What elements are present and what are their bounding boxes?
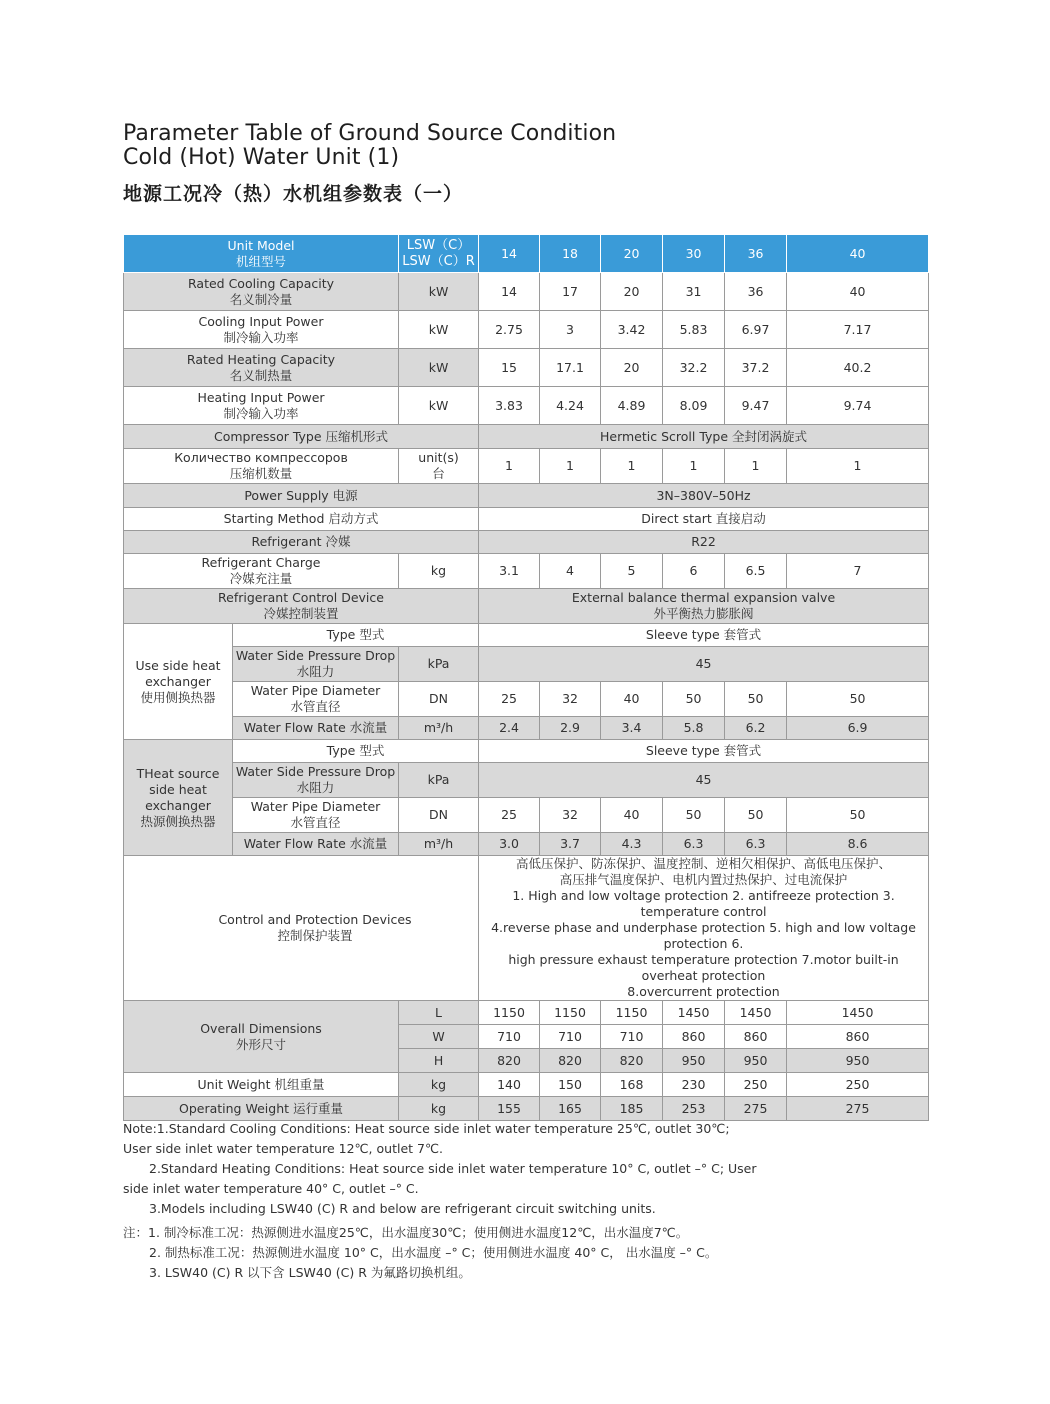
value-cell: 1 [787,449,929,484]
span-value-cell: R22 [479,531,929,554]
label-cell: Water Side Pressure Drop 水阻力 [233,647,399,682]
value-cell: 37.2 [725,349,787,387]
label-cell: Heating Input Power 制冷输入功率 [124,387,399,425]
dimensions-label: Overall Dimensions 外形尺寸 [124,1001,399,1073]
value-cell: 36 [725,273,787,311]
value-cell: 25 [479,682,540,717]
label-cell: Water Pipe Diameter 水管直径 [233,682,399,717]
model-40: 40 [787,235,929,273]
value-cell: 168 [601,1073,663,1097]
label-cell: Cooling Input Power 制冷输入功率 [124,311,399,349]
span-value-cell: 45 [479,647,929,682]
value-cell: 950 [725,1049,787,1073]
label-cell: Refrigerant Charge 冷媒充注量 [124,554,399,589]
unit-cell: kW [399,273,479,311]
note-cn-1: 注：1. 制冷标准工况：热源侧进水温度25℃，出水温度30℃；使用侧进水温度12℃，出水温度7℃。 [123,1225,689,1240]
span-value-cell: Sleeve type 套管式 [479,740,929,763]
value-cell: 6.5 [725,554,787,589]
value-cell: 1 [601,449,663,484]
source-side-group-label: THeat source side heat exchanger 热源侧换热器 [124,740,233,856]
unit-cell: kg [399,1073,479,1097]
value-cell: 15 [479,349,540,387]
value-cell: 253 [663,1097,725,1121]
label-cell: Refrigerant 冷媒 [124,531,479,554]
label-cell: Refrigerant Control Device 冷媒控制装置 [124,589,479,624]
row-unit-weight [124,1073,929,1097]
row-power-supply [124,484,929,508]
value-cell: 165 [540,1097,601,1121]
value-cell: 860 [725,1025,787,1049]
value-cell: 710 [540,1025,601,1049]
value-cell: 40 [787,273,929,311]
unit-cell: unit(s) 台 [399,449,479,484]
value-cell: 150 [540,1073,601,1097]
value-cell: 17 [540,273,601,311]
value-cell: 3.0 [479,833,540,856]
model-36: 36 [725,235,787,273]
label-cell: Type 型式 [233,624,479,647]
value-cell: 32 [540,798,601,833]
value-cell: 2.75 [479,311,540,349]
unit-cell: kW [399,311,479,349]
unit-cell: W [399,1025,479,1049]
value-cell: 1 [479,449,540,484]
value-cell: 50 [663,682,725,717]
value-cell: 50 [663,798,725,833]
value-cell: 14 [479,273,540,311]
value-cell: 32.2 [663,349,725,387]
value-cell: 40 [601,682,663,717]
note-en-2b: side inlet water temperature 40° C, outlet –° C. [123,1181,419,1196]
value-cell: 4.89 [601,387,663,425]
label-cell: Operating Weight 运行重量 [124,1097,399,1121]
value-cell: 250 [787,1073,929,1097]
row-source-side-pressure-drop [124,763,929,798]
model-30: 30 [663,235,725,273]
value-cell: 1450 [787,1001,929,1025]
label-cell: Water Flow Rate 水流量 [233,833,399,856]
span-value-cell: Sleeve type 套管式 [479,624,929,647]
value-cell: 6.9 [787,717,929,740]
row-rated-cooling [124,273,929,311]
value-cell: 1150 [479,1001,540,1025]
note-cn-2: 2. 制热标准工况：热源侧进水温度 10° C，出水温度 –° C；使用侧进水温度 40° C， 出水温度 –° C。 [149,1245,718,1260]
value-cell: 820 [479,1049,540,1073]
value-cell: 185 [601,1097,663,1121]
unit-cell: H [399,1049,479,1073]
value-cell: 1 [725,449,787,484]
row-refrigerant [124,531,929,554]
value-cell: 9.47 [725,387,787,425]
row-operating-weight [124,1097,929,1121]
value-cell: 820 [540,1049,601,1073]
label-cell: Unit Weight 机组重量 [124,1073,399,1097]
value-cell: 6.2 [725,717,787,740]
header-row [124,235,929,273]
value-cell: 20 [601,349,663,387]
span-value-cell: Direct start 直接启动 [479,508,929,531]
value-cell: 40 [601,798,663,833]
use-side-group-label: Use side heat exchanger 使用侧换热器 [124,624,233,740]
value-cell: 50 [787,798,929,833]
note-cn-3: 3. LSW40 (C) R 以下含 LSW40 (C) R 为氟路切换机组。 [149,1265,471,1280]
row-rated-heating [124,349,929,387]
label-cell: Starting Method 启动方式 [124,508,479,531]
title-line-1: Parameter Table of Ground Source Condition [123,121,617,146]
unit-cell: DN [399,798,479,833]
row-refrigerant-charge [124,554,929,589]
value-cell: 50 [787,682,929,717]
page-title [123,122,616,170]
value-cell: 250 [725,1073,787,1097]
value-cell: 1 [540,449,601,484]
value-cell: 3 [540,311,601,349]
value-cell: 6 [663,554,725,589]
value-cell: 6.3 [663,833,725,856]
unit-cell: DN [399,682,479,717]
row-use-side-type [124,624,929,647]
value-cell: 7.17 [787,311,929,349]
value-cell: 17.1 [540,349,601,387]
value-cell: 2.9 [540,717,601,740]
value-cell: 3.42 [601,311,663,349]
model-20: 20 [601,235,663,273]
value-cell: 8.6 [787,833,929,856]
label-cell: Power Supply 电源 [124,484,479,508]
value-cell: 5 [601,554,663,589]
unit-cell: kPa [399,647,479,682]
value-cell: 4 [540,554,601,589]
value-cell: 1450 [725,1001,787,1025]
value-cell: 3.7 [540,833,601,856]
value-cell: 230 [663,1073,725,1097]
value-cell: 2.4 [479,717,540,740]
row-source-side-type [124,740,929,763]
unit-cell: kg [399,554,479,589]
label-cell: Water Flow Rate 水流量 [233,717,399,740]
label-cell: Количество компрессоров 压缩机数量 [124,449,399,484]
unit-cell: kPa [399,763,479,798]
value-cell: 3.4 [601,717,663,740]
row-compressor-type [124,425,929,449]
row-use-side-pressure-drop [124,647,929,682]
span-value-cell: 高低压保护、防冻保护、温度控制、逆相欠相保护、高低电压保护、 高压排气温度保护、电机内置过热保护、过电流保护 1. High and low voltage protection 2. antifreeze protection 3. temperature control 4.reverse phase and underphase protection 5. high and low voltage protection 6. high pressure exhaust temperature protection 7.motor built-in overheat protection 8.overcurrent protection [479,856,929,1001]
value-cell: 50 [725,682,787,717]
value-cell: 25 [479,798,540,833]
row-starting-method [124,508,929,531]
unit-cell: kg [399,1097,479,1121]
value-cell: 9.74 [787,387,929,425]
value-cell: 1 [663,449,725,484]
value-cell: 31 [663,273,725,311]
value-cell: 8.09 [663,387,725,425]
value-cell: 860 [787,1025,929,1049]
value-cell: 40.2 [787,349,929,387]
row-control-protection [124,856,929,1001]
value-cell: 950 [787,1049,929,1073]
row-source-side-pipe [124,798,929,833]
notes-section [123,1119,763,1283]
row-compressor-qty [124,449,929,484]
value-cell: 7 [787,554,929,589]
value-cell: 1450 [663,1001,725,1025]
value-cell: 5.83 [663,311,725,349]
row-use-side-pipe [124,682,929,717]
row-source-side-flow [124,833,929,856]
note-en-2a: 2.Standard Heating Conditions: Heat source side inlet water temperature 10° C, outlet –° C; User [149,1161,757,1176]
row-heating-input [124,387,929,425]
model-18: 18 [540,235,601,273]
value-cell: 6.97 [725,311,787,349]
row-control-device [124,589,929,624]
label-cell: Control and Protection Devices 控制保护装置 [124,856,479,1001]
span-value-cell: 45 [479,763,929,798]
unit-cell: L [399,1001,479,1025]
value-cell: 140 [479,1073,540,1097]
parameter-table [123,234,929,1121]
label-cell: Rated Cooling Capacity 名义制冷量 [124,273,399,311]
row-dimension-l [124,1001,929,1025]
value-cell: 20 [601,273,663,311]
span-value-cell: 3N–380V–50Hz [479,484,929,508]
unit-cell: m³/h [399,717,479,740]
value-cell: 50 [725,798,787,833]
unit-model-header: Unit Model 机组型号 [124,235,399,273]
label-cell: Compressor Type 压缩机形式 [124,425,479,449]
span-value-cell: Hermetic Scroll Type 全封闭涡旋式 [479,425,929,449]
value-cell: 1150 [601,1001,663,1025]
value-cell: 860 [663,1025,725,1049]
note-en-1a: Note:1.Standard Cooling Conditions: Heat source side inlet water temperature 25℃, outlet 30℃; [123,1121,730,1136]
series-header: LSW（C） LSW（C）R [399,235,479,273]
model-14: 14 [479,235,540,273]
row-cooling-input [124,311,929,349]
row-use-side-flow [124,717,929,740]
value-cell: 4.24 [540,387,601,425]
value-cell: 32 [540,682,601,717]
value-cell: 710 [601,1025,663,1049]
label-cell: Type 型式 [233,740,479,763]
value-cell: 275 [787,1097,929,1121]
value-cell: 155 [479,1097,540,1121]
note-en-3: 3.Models including LSW40 (C) R and below are refrigerant circuit switching units. [149,1201,656,1216]
value-cell: 1150 [540,1001,601,1025]
page-title-cn: 地源工况冷（热）水机组参数表（一） [123,183,464,205]
unit-cell: m³/h [399,833,479,856]
value-cell: 6.3 [725,833,787,856]
span-value-cell: External balance thermal expansion valve 外平衡热力膨胀阀 [479,589,929,624]
label-cell: Water Pipe Diameter 水管直径 [233,798,399,833]
value-cell: 3.1 [479,554,540,589]
unit-cell: kW [399,387,479,425]
value-cell: 950 [663,1049,725,1073]
label-cell: Rated Heating Capacity 名义制热量 [124,349,399,387]
value-cell: 710 [479,1025,540,1049]
value-cell: 275 [725,1097,787,1121]
value-cell: 4.3 [601,833,663,856]
title-line-2: Cold (Hot) Water Unit (1) [123,145,400,170]
value-cell: 820 [601,1049,663,1073]
note-en-1b: User side inlet water temperature 12℃, outlet 7℃. [123,1141,443,1156]
value-cell: 3.83 [479,387,540,425]
unit-cell: kW [399,349,479,387]
value-cell: 5.8 [663,717,725,740]
label-cell: Water Side Pressure Drop 水阻力 [233,763,399,798]
